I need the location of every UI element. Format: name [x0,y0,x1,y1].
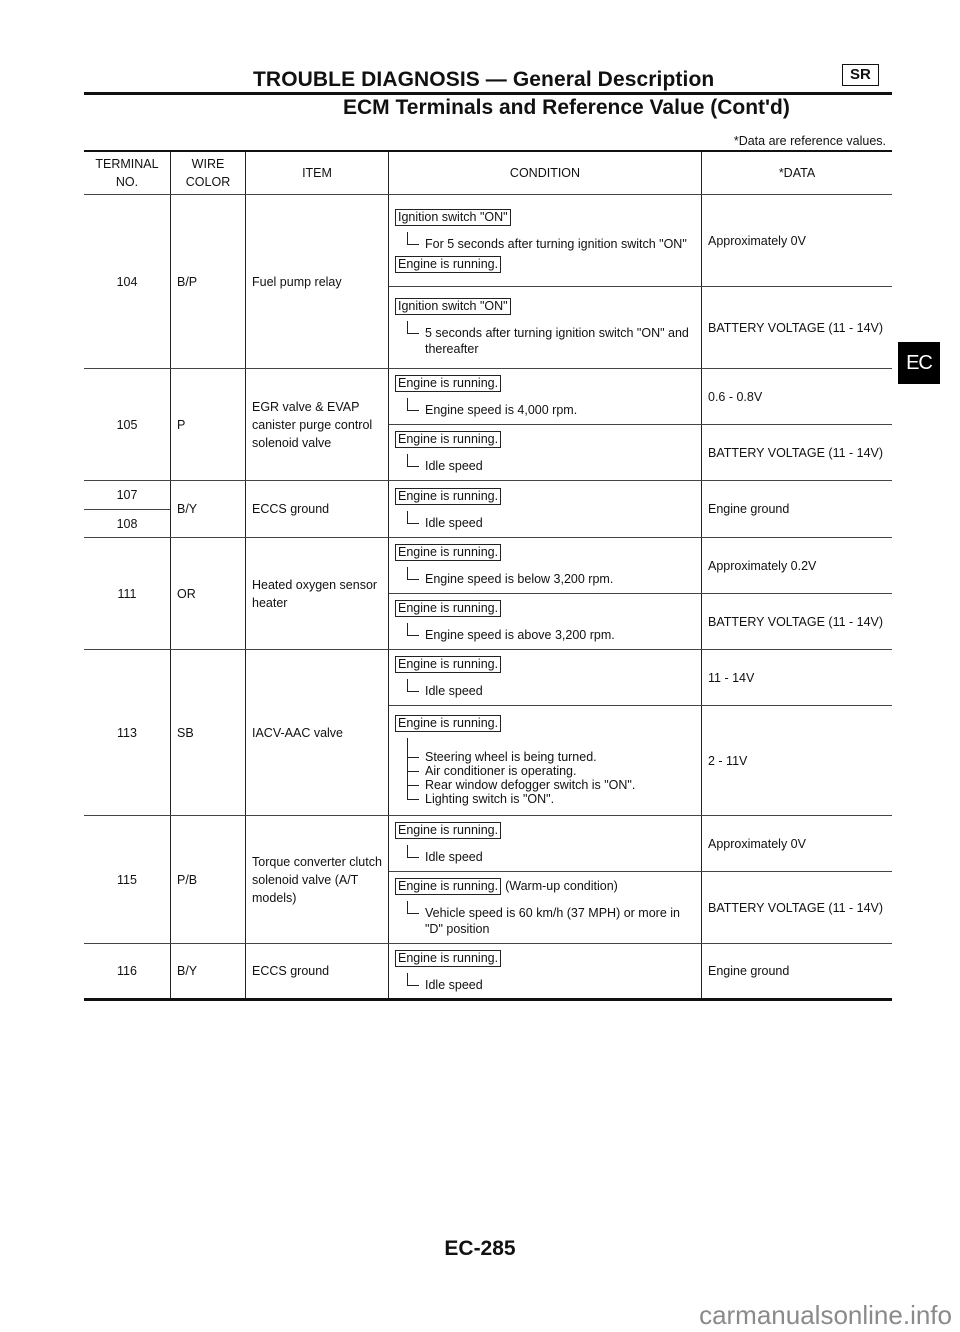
reference-value: BATTERY VOLTAGE (11 - 14V) [702,872,893,944]
item-name: ECCS ground [246,481,389,538]
condition-cell [389,650,702,706]
item-name: Fuel pump relay [246,195,389,369]
condition-subitem: Engine speed is below 3,200 rpm. [425,571,695,587]
col-item: ITEM [246,151,389,195]
condition-box: Engine is running. [395,256,501,273]
condition-box: Engine is running. [395,375,501,392]
page-subtitle: ECM Terminals and Reference Value (Cont'd) [343,96,790,119]
section-badge: SR [842,64,879,86]
wire-color: P [171,369,246,481]
condition-subitem: For 5 seconds after turning ignition switch "ON" [425,236,695,252]
reference-value: BATTERY VOLTAGE (11 - 14V) [702,425,893,481]
reference-value: Engine ground [702,481,893,538]
condition-cell [389,872,702,944]
item-name: IACV-AAC valve [246,650,389,816]
condition-box: Engine is running. [395,431,501,448]
col-data: *DATA [702,151,893,195]
table-row [84,538,892,594]
condition-box: Engine is running. [395,715,501,732]
tree-connector [407,901,408,913]
condition-box: Engine is running. [395,656,501,673]
condition-box: Engine is running. [395,878,501,895]
condition-note: (Warm-up condition) [505,879,618,893]
tree-connector [407,623,408,635]
condition-tree [407,845,695,865]
condition-subitem: Idle speed [425,849,695,865]
col-condition: CONDITION [389,151,702,195]
condition-subitem: Rear window defogger switch is "ON". [425,778,695,792]
reference-value: Approximately 0.2V [702,538,893,594]
condition-tree [407,454,695,474]
condition-box: Engine is running. [395,950,501,967]
reference-value: Engine ground [702,944,893,1000]
terminal-no: 105 [84,369,171,481]
condition-subitem: Idle speed [425,458,695,474]
condition-tree [407,321,695,357]
condition-cell [389,706,702,816]
terminal-no: 104 [84,195,171,369]
section-title: TROUBLE DIAGNOSIS — General Description [253,68,715,91]
condition-cell [389,481,702,538]
page-number: EC-285 [444,1237,516,1260]
wire-color: SB [171,650,246,816]
condition-subitem: Air conditioner is operating. [425,764,695,778]
tree-connector [407,679,408,691]
table-body [84,195,892,1000]
tree-connector [407,232,408,244]
condition-tree [407,973,695,993]
terminal-no-a: 107 [84,481,170,510]
condition-subitem: Idle speed [425,515,695,531]
item-name: Torque converter clutch solenoid valve (A/T models) [246,816,389,944]
reference-value: BATTERY VOLTAGE (11 - 14V) [702,287,893,369]
terminal-no [84,481,171,538]
tree-connector [407,398,408,410]
tree-connector [407,973,408,985]
wire-color: B/P [171,195,246,369]
tree-connector [407,321,408,333]
condition-subitem: Steering wheel is being turned. [425,750,695,764]
section-tab-ec[interactable]: EC [898,342,940,384]
tree-connector [407,511,408,523]
header-rule [84,92,892,95]
table-row [84,816,892,872]
tree-connector [407,845,408,857]
terminal-no: 111 [84,538,171,650]
wire-color: OR [171,538,246,650]
condition-cell [389,594,702,650]
condition-tree [407,901,695,937]
reference-value: Approximately 0V [702,195,893,287]
wire-color: P/B [171,816,246,944]
condition-cell [389,816,702,872]
condition-tree [407,679,695,699]
condition-subitem: Idle speed [425,683,695,699]
condition-tree [407,398,695,418]
tree-connector [407,454,408,466]
condition-subitem: Vehicle speed is 60 km/h (37 MPH) or more in "D" position [425,905,695,937]
watermark: carmanualsonline.info [699,1300,952,1330]
condition-cell [389,287,702,369]
condition-tree [407,511,695,531]
item-name: ECCS ground [246,944,389,1000]
condition-tree [407,567,695,587]
tree-connector [407,738,408,799]
condition-box: Engine is running. [395,600,501,617]
terminal-no-b: 108 [116,516,138,531]
reference-value: 2 - 11V [702,706,893,816]
table-row [84,481,892,538]
condition-tree [407,623,695,643]
condition-cell [389,425,702,481]
condition-box: Engine is running. [395,544,501,561]
reference-value: Approximately 0V [702,816,893,872]
table-header-row [84,151,892,195]
ecm-terminal-table [84,150,892,1001]
table-row [84,650,892,706]
terminal-no: 113 [84,650,171,816]
table-row [84,944,892,1000]
terminal-no: 116 [84,944,171,1000]
col-wire-color: WIRE COLOR [171,151,246,195]
condition-box: Engine is running. [395,488,501,505]
reference-value: 0.6 - 0.8V [702,369,893,425]
reference-note: *Data are reference values. [733,134,886,148]
condition-tree [407,232,695,252]
condition-cell [389,195,702,287]
table-row [84,369,892,425]
reference-value: 11 - 14V [702,650,893,706]
wire-color: B/Y [171,481,246,538]
wire-color: B/Y [171,944,246,1000]
condition-box: Engine is running. [395,822,501,839]
condition-subitem: Engine speed is above 3,200 rpm. [425,627,695,643]
col-terminal: TERMINAL NO. [84,151,171,195]
reference-value: BATTERY VOLTAGE (11 - 14V) [702,594,893,650]
condition-subitem: 5 seconds after turning ignition switch "ON" and thereafter [425,325,695,357]
item-name: Heated oxygen sensor heater [246,538,389,650]
condition-cell [389,369,702,425]
condition-subitem: Lighting switch is "ON". [425,792,695,806]
condition-cell [389,538,702,594]
condition-cell [389,944,702,1000]
item-name: EGR valve & EVAP canister purge control solenoid valve [246,369,389,481]
condition-subitem: Idle speed [425,977,695,993]
table-row [84,195,892,287]
condition-box: Ignition switch "ON" [395,209,511,226]
condition-tree [407,738,695,806]
condition-subitem: Engine speed is 4,000 rpm. [425,402,695,418]
terminal-no: 115 [84,816,171,944]
tree-connector [407,567,408,579]
condition-box: Ignition switch "ON" [395,298,511,315]
